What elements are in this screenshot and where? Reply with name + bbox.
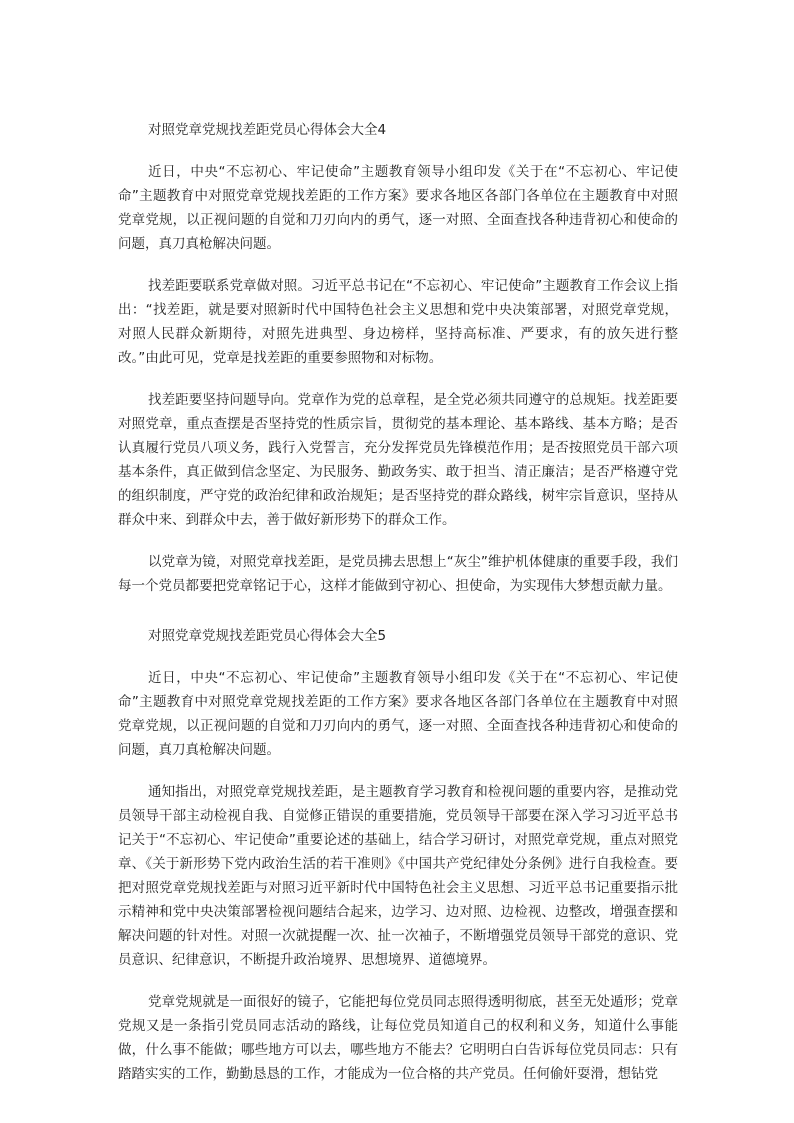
section-4 — [118, 110, 678, 598]
paragraph: 找差距要联系党章做对照。习近平总书记在“不忘初心、牢记使命”主题教育工作会议上指出：“找差距，就是要对照新时代中国特色社会主义思想和党中央决策部署，对照党章党规，对照人民群众新期待，对照先进典型、身边榜样，坚持高标准、严要求，有的放矢进行整改。”由此可见，党章是找差距的重要参照物和对标物。 — [118, 278, 678, 366]
section-title: 对照党章党规找差距党员心得体会大全4 — [148, 122, 387, 138]
spacer — [118, 142, 678, 160]
paragraph: 近日，中央“不忘初心、牢记使命”主题教育领导小组印发《关于在“不忘初心、牢记使命”主题教育中对照党章党规找差距的工作方案》要求各地区各部门各单位在主题教育中对照党章党规，以正视问题的自觉和刀刃向内的勇气，逐一对照、全面查找各种违背初心和使命的问题，真刀真枪解决问题。 — [118, 164, 678, 252]
document-page — [118, 110, 678, 1110]
paragraph: 通知指出，对照党章党规找差距，是主题教育学习教育和检视问题的重要内容，是推动党员领导干部主动检视自我、自觉修正错误的重要措施，党员领导干部要在深入学习习近平总书记关于“不忘初心、牢记使命”重要论述的基础上，结合学习研讨，对照党章党规，重点对照党章、《关于新形势下党内政治生活的若干准则》《中国共产党纪律处分条例》进行自我检查。要把对照党章党规找差距与对照习近平新时代中国特色社会主义思想、习近平总书记重要指示批示精神和党中央决策部署检视问题结合起来，边学习、边对照、边检视、边整改，增强查摆和解决问题的针对性。对照一次就提醒一次、扯一次袖子，不断增强党员领导干部党的意识、党员意识、纪律意识，不断提升政治境界、思想境界、道德境界。 — [118, 784, 678, 968]
spacer — [118, 598, 678, 616]
section-5 — [118, 616, 678, 1086]
spacer — [118, 256, 678, 274]
spacer — [118, 370, 678, 388]
paragraph: 找差距要坚持问题导向。党章作为党的总章程，是全党必须共同遵守的总规矩。找差距要对照党章，重点查摆是否坚持党的性质宗旨，贯彻党的基本理论、基本路线、基本方略；是否认真履行党员八项义务，践行入党誓言，充分发挥党员先锋模范作用；是否按照党员干部六项基本条件，真正做到信念坚定、为民服务、勤政务实、敢于担当、清正廉洁；是否严格遵守党的组织制度，严守党的政治纪律和政治规矩；是否坚持党的群众路线，树牢宗旨意识，坚持从群众中来、到群众中去，善于做好新形势下的群众工作。 — [118, 392, 678, 528]
spacer — [118, 762, 678, 780]
spacer — [118, 648, 678, 666]
spacer — [118, 532, 678, 550]
paragraph: 党章党规就是一面很好的镜子，它能把每位党员同志照得透明彻底，甚至无处遁形；党章党规又是一条指引党员同志活动的路线，让每位党员知道自己的权利和义务，知道什么事能做，什么事不能做；哪些地方可以去，哪些地方不能去？它明明白白告诉每位党员同志：只有踏踏实实的工作，勤勤恳恳的工作，才能成为一位合格的共产党员。任何偷奸耍滑，想钻党 — [118, 994, 678, 1082]
paragraph: 以党章为镜，对照党章找差距，是党员拂去思想上“灰尘”维护机体健康的重要手段，我们每一个党员都要把党章铭记于心，这样才能做到守初心、担使命，为实现伟大梦想贡献力量。 — [118, 554, 678, 594]
paragraph: 近日，中央“不忘初心、牢记使命”主题教育领导小组印发《关于在“不忘初心、牢记使命”主题教育中对照党章党规找差距的工作方案》要求各地区各部门各单位在主题教育中对照党章党规，以正视问题的自觉和刀刃向内的勇气，逐一对照、全面查找各种违背初心和使命的问题，真刀真枪解决问题。 — [118, 670, 678, 758]
section-title: 对照党章党规找差距党员心得体会大全5 — [148, 628, 387, 644]
spacer — [118, 972, 678, 990]
